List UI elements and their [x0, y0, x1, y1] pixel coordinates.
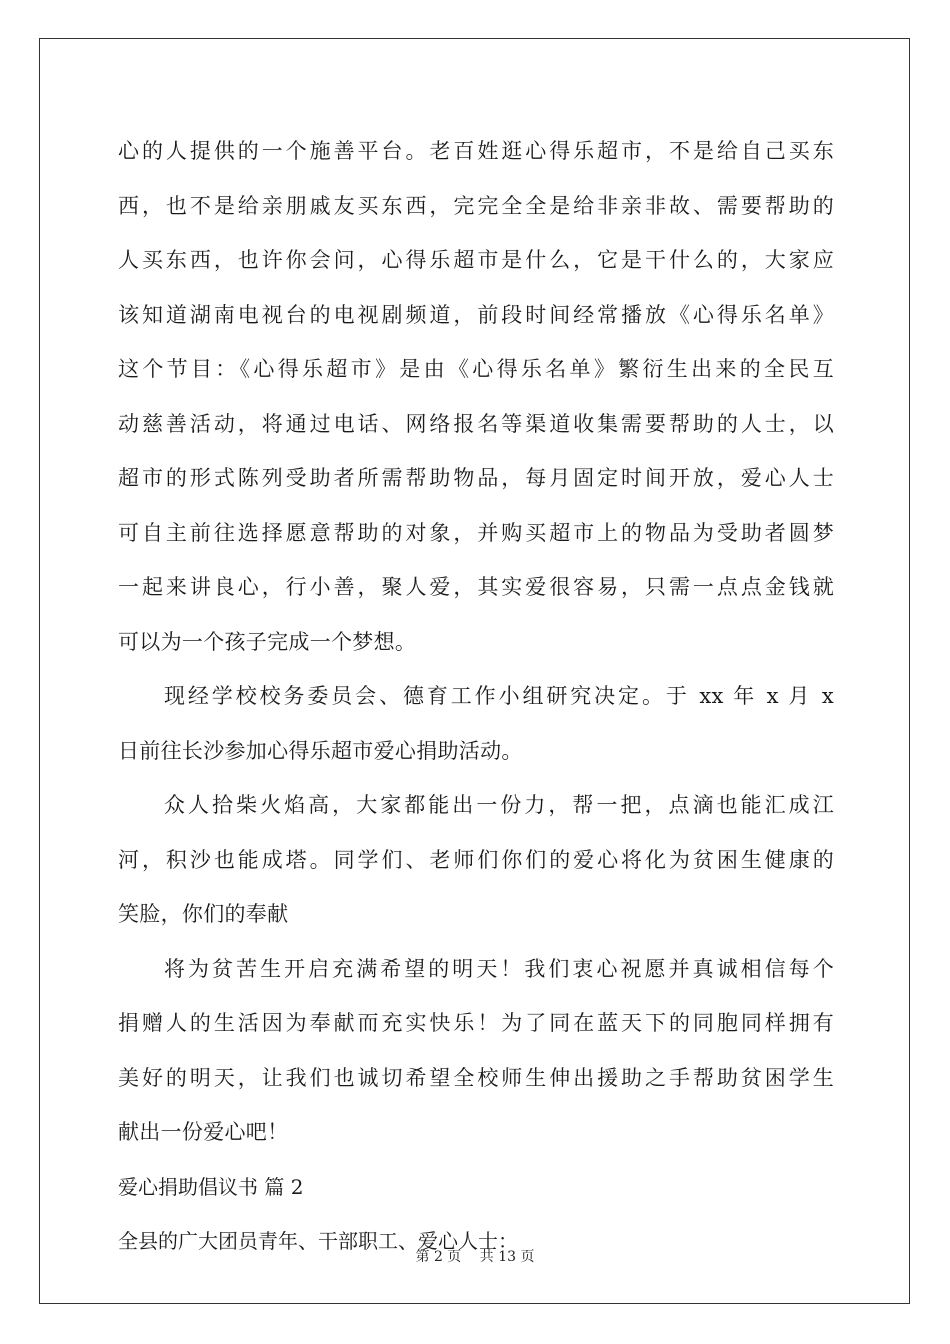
text-line: 美好的明天，让我们也诚切希望全校师生伸出援助之手帮助贫困学生 — [118, 1065, 834, 1090]
text-line: 可以为一个孩子完成一个梦想。 — [118, 629, 417, 654]
text-line: 将为贫苦生开启充满希望的明天！我们衷心祝愿并真诚相信每个 — [164, 956, 834, 981]
text-line: 可自主前往选择愿意帮助的对象，并购买超市上的物品为受助者圆梦 — [118, 520, 834, 545]
paragraph-2 — [118, 669, 834, 778]
text-line: 河，积沙也能成塔。同学们、老师们你们的爱心将化为贫困生健康的 — [118, 847, 834, 872]
text-line: 一起来讲良心，行小善，聚人爱，其实爱很容易，只需一点点金钱就 — [118, 575, 834, 599]
text-line: 心的人提供的一个施善平台。老百姓逛心得乐超市，不是给自己买东 — [118, 139, 834, 163]
text-line: 动慈善活动，将通过电话、网络报名等渠道收集需要帮助的人士，以 — [118, 411, 834, 436]
paragraph-1 — [118, 124, 834, 669]
section-heading: 爱心捐助倡议书 篇 2 — [118, 1174, 304, 1199]
text-line: 这个节目：《心得乐超市》是由《心得乐名单》繁衍生出来的全民互 — [118, 357, 834, 381]
text-line: 人买东西，也许你会问，心得乐超市是什么，它是干什么的，大家应 — [118, 248, 834, 272]
text-line: 超市的形式陈列受助者所需帮助物品，每月固定时间开放，爱心人士 — [118, 466, 834, 490]
text-line: 众人拾柴火焰高，大家都能出一份力，帮一把，点滴也能汇成江 — [164, 793, 834, 817]
text-line: 现经学校校务委员会、德育工作小组研究决定。于 xx 年 x 月 x — [164, 684, 834, 708]
page-number-footer: 第 2 页 共 13 页 — [415, 1249, 535, 1265]
salutation: 全县的广大团员青年、干部职工、爱心人士： — [118, 1229, 518, 1253]
paragraph-3 — [118, 778, 834, 942]
text-line: 日前往长沙参加心得乐超市爱心捐助活动。 — [118, 738, 523, 763]
paragraph-4 — [118, 942, 834, 1160]
document-body — [118, 124, 834, 1269]
text-line: 献出一份爱心吧！ — [118, 1120, 289, 1144]
text-line: 西，也不是给亲朋戚友买东西，完完全全是给非亲非故、需要帮助的 — [118, 193, 834, 218]
text-line: 捐赠人的生活因为奉献而充实快乐！为了同在蓝天下的同胞同样拥有 — [118, 1011, 834, 1035]
text-line: 该知道湖南电视台的电视剧频道，前段时间经常播放《心得乐名单》 — [118, 302, 834, 327]
text-line: 笑脸，你们的奉献 — [118, 902, 289, 926]
